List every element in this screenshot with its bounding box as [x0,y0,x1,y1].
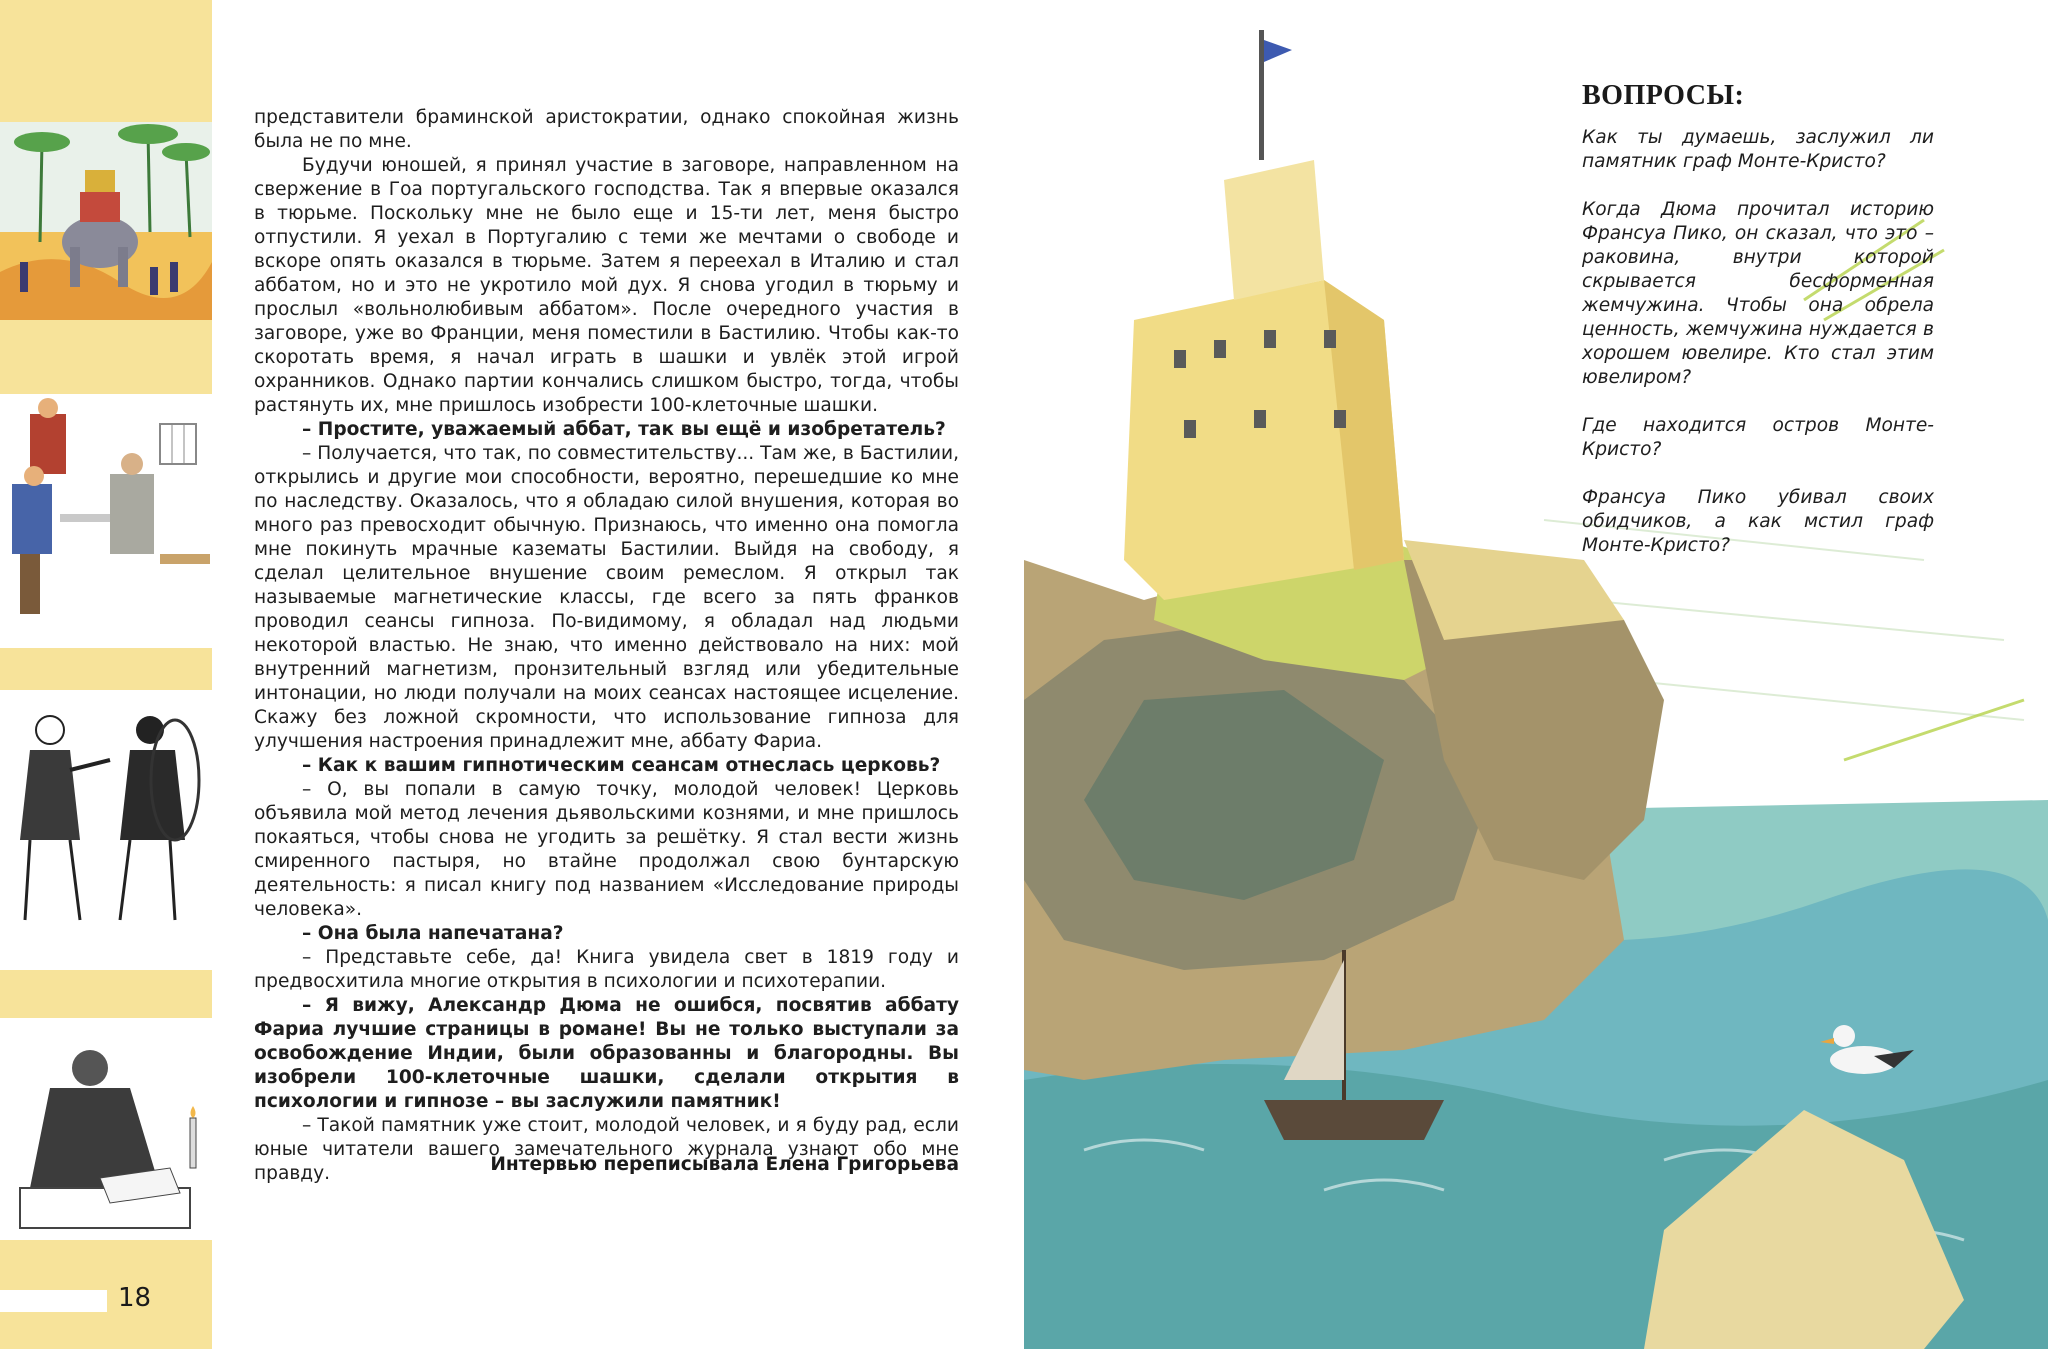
questions-heading: ВОПРОСЫ: [1582,80,1745,111]
paragraph: Будучи юношей, я принял участие в заговоре, направленном на свержение в Гоа португальского господства. Так я впервые оказался в тюрьме. Поскольку мне не было еще и 15-ти лет, меня быстро отпустили. Я уехал в Португалию с теми же мечтами о свободе и вскоре опять оказался в тюрьме. Затем я переехал в Италию и стал аббатом, но и это не укротило мой дух. Я снова угодил в тюрьму и прослыл «вольнолюбивым аббатом». После очередного участия в заговоре, уже во Франции, меня поместили в Бастилию. Чтобы как-то скоротать время, я начал играть в шашки и увлёк этой игрой охранников. Однако партии кончались слишком быстро, тогда, чтобы растянуть их, мне пришлось изобрести 100-клеточные шашки. [254,155,959,416]
yellow-band [0,970,212,1018]
yellow-band [0,648,212,690]
paragraph: – О, вы попали в самую точку, молодой человек! Церковь объявила мой метод лечения дьявольскими кознями, и мне пришлось покаяться, чтобы снова не угодить за решётку. Я стал вести жизнь смиренного пастыря, но втайне продолжал свою бунтарскую деятельность: я писал книгу под названием «Исследование природы человека». [254,779,959,920]
interviewer-question: – Я вижу, Александр Дюма не ошибся, посвятив аббату Фариа лучшие страницы в романе! Вы не только выступали за освобождение Индии, были образованны и благородны. Вы изобрели 100-клеточные шашки, сделали открытия в психологии и гипнозе – вы заслужили памятник! [254,995,959,1112]
abbot-writing-illustration [0,1018,212,1240]
paragraph: – Представьте себе, да! Книга увидела свет в 1819 году и предвосхитила многие открытия в психологии и психотерапии. [254,947,959,992]
paragraph: – Получается, что так, по совместительству... Там же, в Бастилии, открылись и другие мои способности, вероятно, перешедшие ко мне по наследству. Оказалось, что я обладаю силой внушения, которая во много раз превосходит обычную. Признаюсь, что именно она помогла мне покинуть мрачные казематы Бастилии. Выйдя на свободу, я сделал целительное внушение своим ремеслом. Я открыл так называемые магнетические классы, где всего за пять франков проводил сеансы гипноза. По-видимому, я обладал над людьми некоторой властью. Не знаю, что именно действовало на них: мой внутренний магнетизм, пронзительный взгляд или убедительные интонации, но люди получали на моих сеансах настоящее исцеление. Скажу без ложной скромности, что использование гипноза для улучшения настроения принадлежит мне, аббату Фариа. [254,443,959,752]
paragraph: представители браминской аристократии, однако спокойная жизнь была не по мне. [254,107,959,152]
interviewer-question: – Как к вашим гипнотическим сеансам отнеслась церковь? [302,755,941,776]
yellow-band [0,0,212,122]
interviewer-question: – Простите, уважаемый аббат, так вы ещё и изобретатель? [302,419,946,440]
paragraph: – Такой памятник уже стоит, молодой человек, и я буду рад, если юные читатели вашего замечательного журнала узнают обо мне правду. [254,1115,959,1184]
author-signature: Интервью переписывала Елена Григорьева [490,1154,959,1175]
questions-section [1582,80,1934,582]
page-number-bar [0,1290,107,1312]
yellow-band [0,320,212,394]
question-item: Когда Дюма прочитал историю Франсуа Пико, он сказал, что это – раковина, внутри которой скрывается бесформенная жемчужина. Чтобы она обрела ценность, жемчужина нуждается в хорошем ювелире. Кто стал этим ювелиром? [1582,199,1934,388]
page-number: 18 [118,1283,152,1313]
elephant-procession-illustration [0,122,212,320]
hypnosis-scene-illustration [0,690,212,970]
question-item: Как ты думаешь, заслужил ли памятник граф Монте-Кристо? [1582,127,1934,172]
question-item: Франсуа Пико убивал своих обидчиков, а как мстил граф Монте-Кристо? [1582,487,1934,556]
interviewer-question: – Она была напечатана? [302,923,564,944]
question-item: Где находится остров Монте-Кристо? [1582,415,1934,460]
interview-text [254,106,959,1186]
checkers-scene-illustration [0,394,212,648]
left-illustration-strip [0,0,212,1349]
